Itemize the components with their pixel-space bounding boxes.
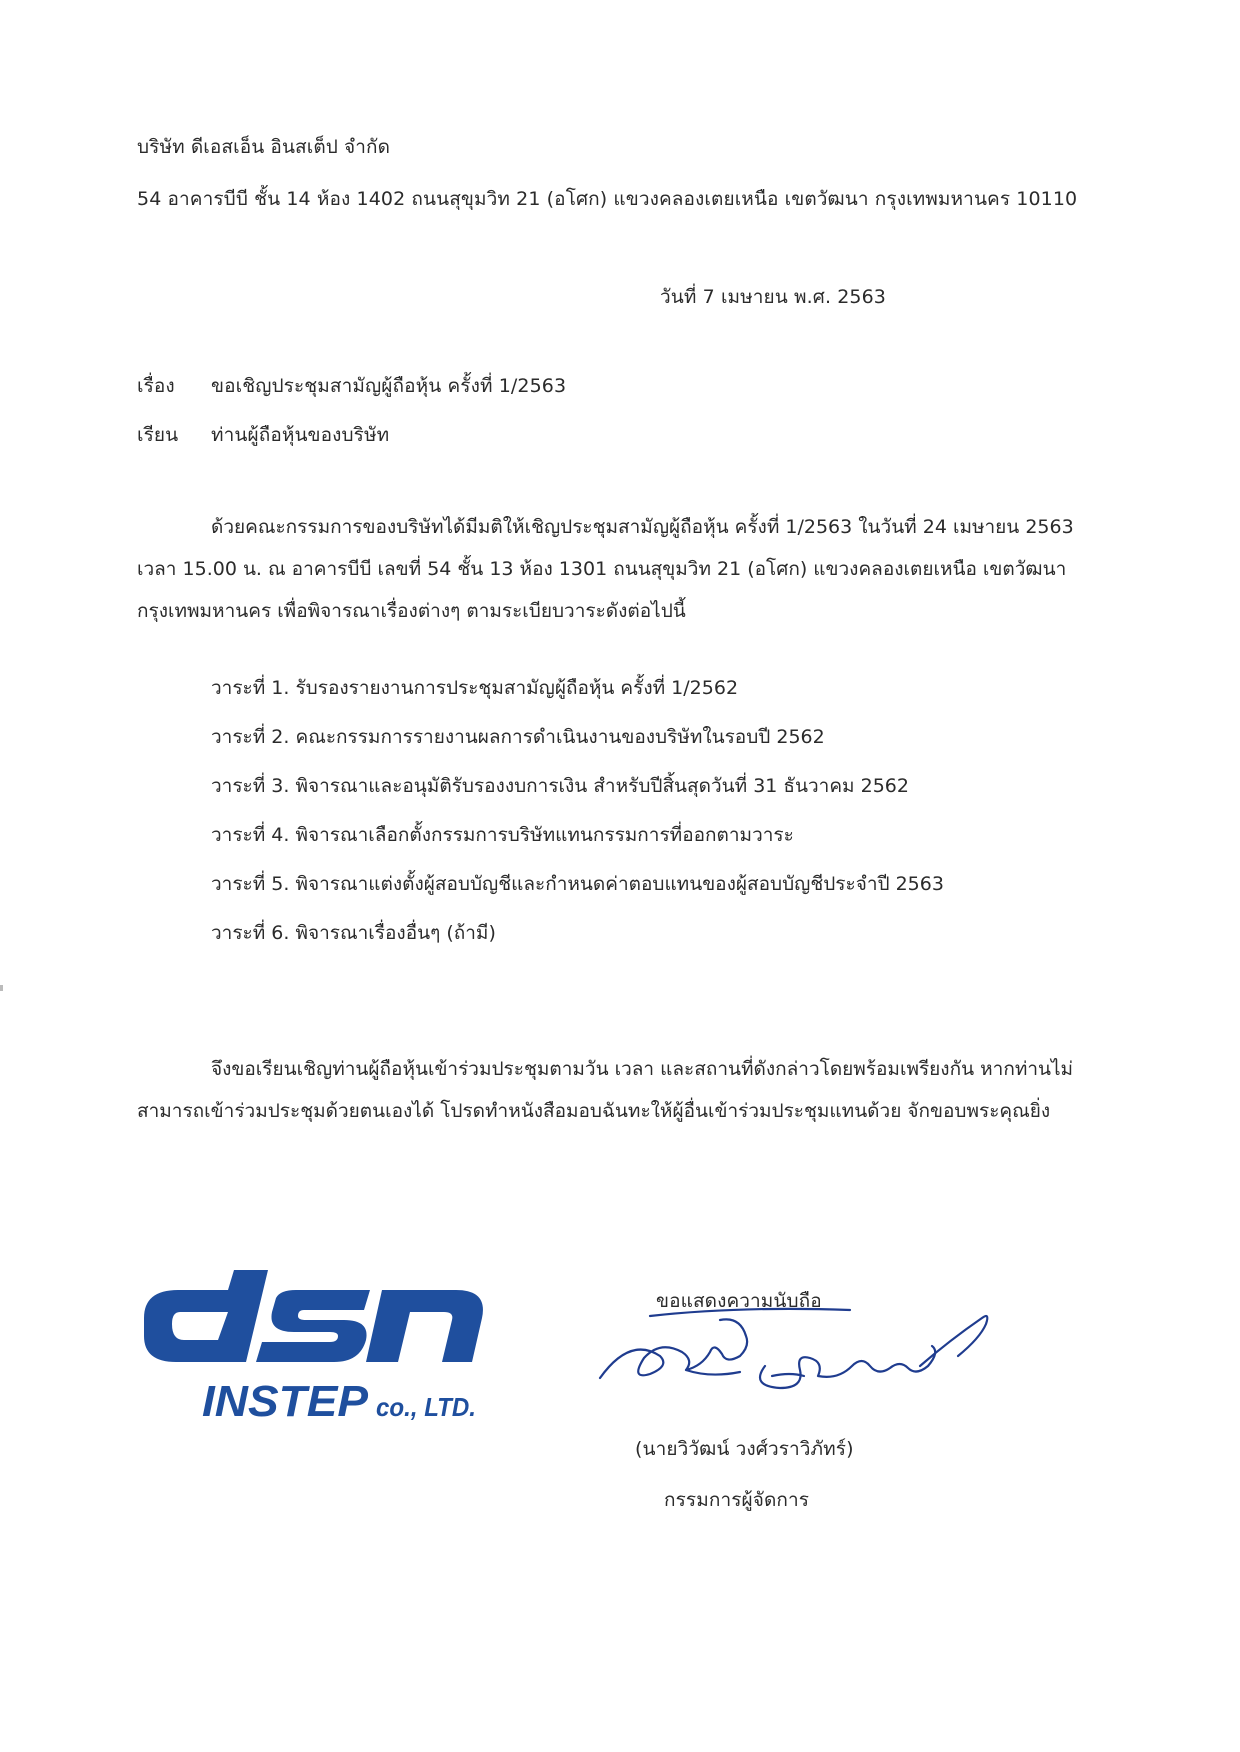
closing-regards: ขอแสดงความนับถือ xyxy=(656,1290,822,1312)
recipient-text: ท่านผู้ถือหุ้นของบริษัท xyxy=(211,424,390,446)
agenda-item: วาระที่ 1. รับรองรายงานการประชุมสามัญผู้ถือหุ้น ครั้งที่ 1/2562 xyxy=(211,677,739,699)
signer-name: (นายวิวัฒน์ วงศ์วราวิภัทร์) xyxy=(635,1438,854,1460)
agenda-item: วาระที่ 4. พิจารณาเลือกตั้งกรรมการบริษัทแทนกรรมการที่ออกตามวาระ xyxy=(211,824,794,846)
agenda-item: วาระที่ 3. พิจารณาและอนุมัติรับรองงบการเงิน สำหรับปีสิ้นสุดวันที่ 31 ธันวาคม 2562 xyxy=(211,775,909,797)
company-name: บริษัท ดีเอสเอ็น อินสเต็ป จำกัด xyxy=(137,136,391,158)
signature-image xyxy=(590,1296,1030,1416)
page-edge-mark xyxy=(0,985,3,991)
closing-paragraph: จึงขอเรียนเชิญท่านผู้ถือหุ้นเข้าร่วมประชุมตามวัน เวลา และสถานที่ดังกล่าวโดยพร้อมเพรียงกัน หากท่านไม่สามารถเข้าร่วมประชุมด้วยตนเองได้ โปรดทำหนังสือมอบฉันทะให้ผู้อื่นเข้าร่วมประชุมแทนด้วย จักขอบพระคุณยิ่ง xyxy=(137,1058,1074,1122)
logo-wordmark: INSTEP xyxy=(202,1377,369,1426)
agenda-item: วาระที่ 5. พิจารณาแต่งตั้งผู้สอบบัญชีและกำหนดค่าตอบแทนของผู้สอบบัญชีประจำปี 2563 xyxy=(211,873,944,895)
subject-text: ขอเชิญประชุมสามัญผู้ถือหุ้น ครั้งที่ 1/2563 xyxy=(211,375,567,397)
agenda-item: วาระที่ 2. คณะกรรมการรายงานผลการดำเนินงานของบริษัทในรอบปี 2562 xyxy=(211,726,825,748)
recipient-label: เรียน xyxy=(137,424,179,446)
agenda-list xyxy=(211,675,944,969)
company-logo xyxy=(138,1270,508,1430)
subject-label: เรื่อง xyxy=(137,375,175,397)
letter-date: วันที่ 7 เมษายน พ.ศ. 2563 xyxy=(660,286,886,308)
agenda-item: วาระที่ 6. พิจารณาเรื่องอื่นๆ (ถ้ามี) xyxy=(211,922,496,944)
body-paragraph: ด้วยคณะกรรมการของบริษัทได้มีมติให้เชิญประชุมสามัญผู้ถือหุ้น ครั้งที่ 1/2563 ในวันที่ 24 เมษายน 2563 เวลา 15.00 น. ณ อาคารบีบี เลขที่ 54 ชั้น 13 ห้อง 1301 ถนนสุขุมวิท 21 (อโศก) แขวงคลองเตยเหนือ เขตวัฒนา กรุงเทพมหานคร เพื่อพิจารณาเรื่องต่างๆ ตามระเบียบวาระดังต่อไปนี้ xyxy=(137,516,1074,622)
signer-title: กรรมการผู้จัดการ xyxy=(664,1489,810,1511)
logo-suffix: co., LTD. xyxy=(376,1392,476,1422)
company-address: 54 อาคารบีบี ชั้น 14 ห้อง 1402 ถนนสุขุมวิท 21 (อโศก) แขวงคลองเตยเหนือ เขตวัฒนา กรุงเทพมหานคร 10110 xyxy=(137,188,1078,210)
